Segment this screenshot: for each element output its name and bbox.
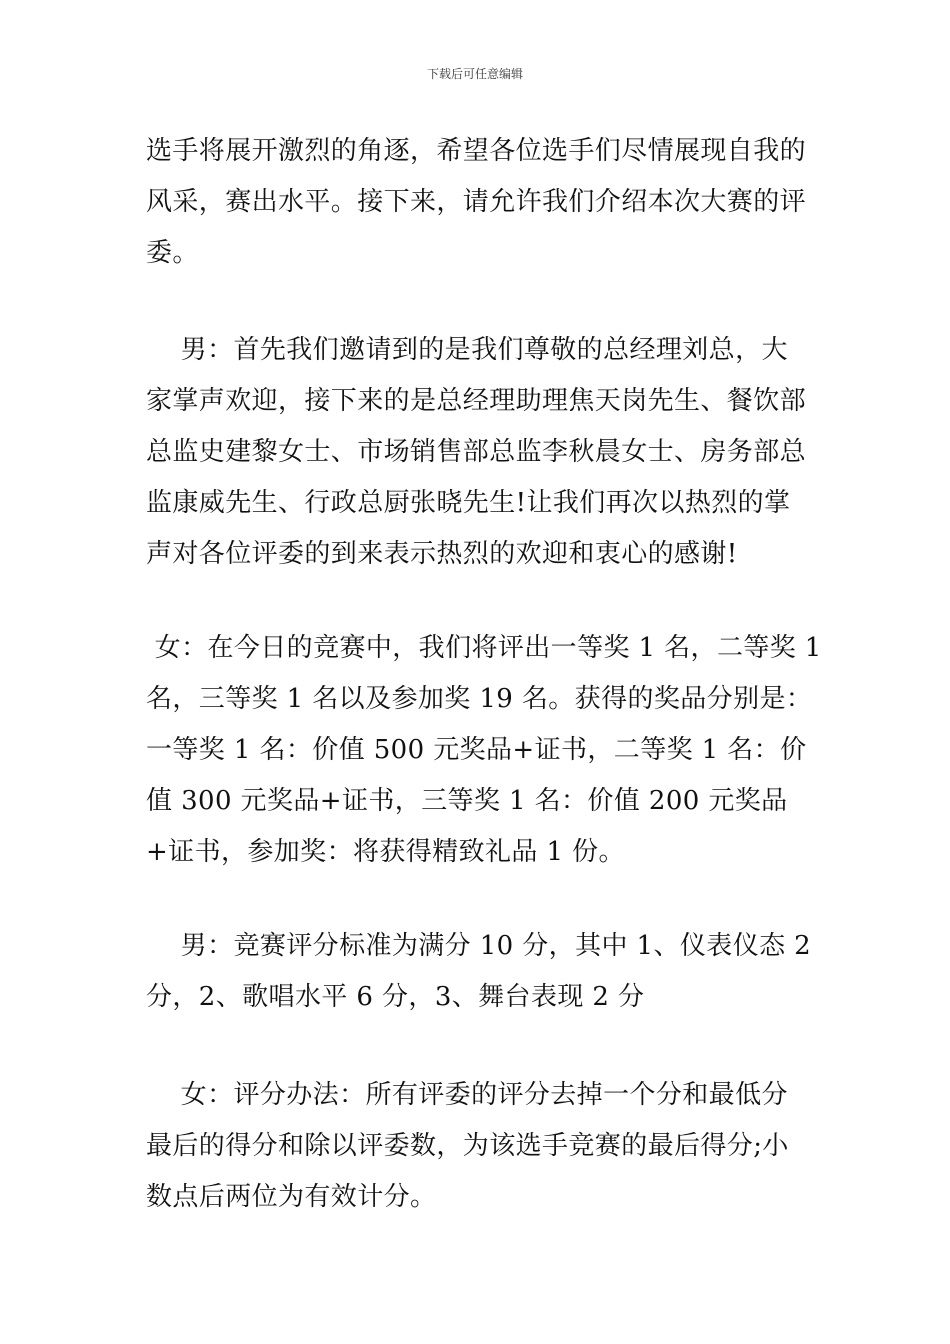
paragraph-awards: 女：在今日的竞赛中，我们将评出一等奖 1 名，二等奖 1 名，三等奖 1 名以及参加奖 19 名。获得的奖品分别是：一等奖 1 名：价值 500 元奖品+证书，二等奖 1 名：价值 300 元奖品+证书，三等奖 1 名：价值 200 元奖品+证书，参加奖：将获得精致礼品 1 份。 — [146, 633, 831, 867]
paragraph-scoring-method: 女：评分办法：所有评委的评分去掉一个分和最低分最后的得分和除以评委数，为该选手竞赛的最后得分;小数点后两位为有效计分。 — [146, 1080, 789, 1212]
page-header-note: 下载后可任意编辑 — [426, 67, 523, 81]
paragraph-scoring-standard: 男：竞赛评分标准为满分 10 分，其中 1、仪表仪态 2 分，2、歌唱水平 6 分，3、舞台表现 2 分 — [146, 931, 820, 1012]
paragraph-judges: 男：首先我们邀请到的是我们尊敬的总经理刘总，大家掌声欢迎，接下来的是总经理助理焦天岗先生、餐饮部总监史建黎女士、市场销售部总监李秋晨女士、房务部总监康威先生、行政总厨张晓先生!让我们再次以热烈的掌声对各位评委的到来表示热烈的欢迎和衷心的感谢! — [146, 335, 807, 569]
paragraph-intro: 选手将展开激烈的角逐，希望各位选手们尽情展现自我的风采，赛出水平。接下来，请允许我们介绍本次大赛的评委。 — [146, 136, 807, 268]
